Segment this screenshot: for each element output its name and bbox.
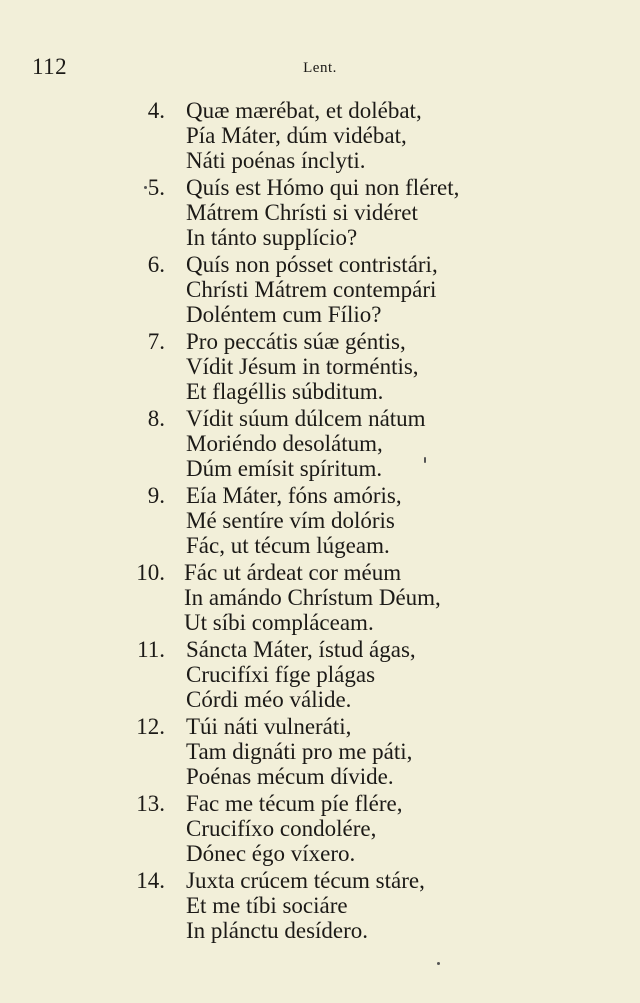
stanza-13	[0, 791, 640, 868]
verse-line: In amándo Chrístum Déum,	[184, 585, 441, 610]
stanza-10	[0, 560, 640, 637]
verse-line: Sáncta Máter, ístud ágas,	[186, 637, 416, 662]
stanza-lines	[186, 791, 402, 866]
verse-line: In plánctu desídero.	[186, 918, 369, 943]
verse-line: Et me tíbi sociáre	[186, 893, 348, 918]
stanza-number: 7.	[147, 329, 165, 354]
stanza-lines	[186, 329, 419, 404]
verse-line: Quís est Hómo qui non fléret,	[186, 175, 460, 200]
verse-line: Vídit súum dúlcem nátum	[186, 406, 426, 431]
verse-line: Pro peccátis súæ géntis,	[186, 329, 406, 354]
verse-line: Dúm emísit spíritum.	[186, 456, 383, 481]
stanza-5	[0, 175, 640, 252]
stanza-lines	[186, 175, 459, 250]
running-head: Lent.	[303, 60, 337, 76]
verse-line: Vídit Jésum in torméntis,	[186, 354, 419, 379]
verse-line: Crucifíxi fíge plágas	[186, 662, 376, 687]
verse-line: Juxta crúcem técum stáre,	[186, 868, 425, 893]
stanza-8	[0, 406, 640, 483]
stanza-number: 8.	[147, 406, 165, 431]
stanza-number: 11.	[137, 637, 165, 662]
verse-line: Pía Máter, dúm vidébat,	[186, 123, 407, 148]
stanza-number: 9.	[147, 483, 165, 508]
stanza-12	[0, 714, 640, 791]
stanza-number: 5.	[147, 175, 165, 200]
stanza-lines	[184, 560, 441, 635]
verse-line: Ut síbi compláceam.	[184, 610, 374, 635]
verse-line: Quæ mærébat, et dolébat,	[186, 98, 422, 123]
stanza-number: 13.	[136, 791, 165, 816]
verse-line: Tam dignáti pro me páti,	[186, 739, 413, 764]
verse-line: Mátrem Chrísti si vidéret	[186, 200, 418, 225]
verse-line: Et flagéllis súbditum.	[186, 379, 384, 404]
stanza-lines	[186, 637, 416, 712]
verse-line: Eía Máter, fóns amóris,	[186, 483, 402, 508]
stanza-6	[0, 252, 640, 329]
stanza-4	[0, 98, 640, 175]
stanza-number: 10.	[136, 560, 165, 585]
verse-line: Dónec égo víxero.	[186, 841, 356, 866]
verse-line: In tánto supplício?	[186, 225, 358, 250]
stanza-number: 6.	[147, 252, 165, 277]
verse-line: Chrísti Mátrem contempári	[186, 277, 437, 302]
verse-line: Fac me técum píe flére,	[186, 791, 403, 816]
stanza-number: 12.	[136, 714, 165, 739]
stanza-lines	[186, 714, 412, 789]
stanza-lines	[186, 406, 426, 481]
verse-line: Fác ut árdeat cor méum	[184, 560, 402, 585]
verse-line: Fác, ut técum lúgeam.	[186, 533, 390, 558]
stanza-lines	[186, 98, 422, 173]
verse-line: Quís non pósset contristári,	[186, 252, 438, 277]
print-speck	[424, 457, 426, 463]
stanza-lines	[186, 252, 438, 327]
verse-line: Mé sentíre vím dolóris	[186, 508, 395, 533]
stanza-number: 14.	[136, 868, 165, 893]
verse-line: Túi náti vulneráti,	[186, 714, 352, 739]
page-number: 112	[32, 54, 68, 79]
stanza-number: 4.	[147, 98, 165, 123]
verse-line: Crucifíxo condolére,	[186, 816, 377, 841]
verse-line: Doléntem cum Fílio?	[186, 302, 382, 327]
hymn-stanzas	[0, 98, 640, 945]
print-speck	[437, 962, 440, 965]
verse-line: Poénas mécum dívide.	[186, 764, 394, 789]
stanza-11	[0, 637, 640, 714]
stanza-7	[0, 329, 640, 406]
stanza-9	[0, 483, 640, 560]
print-speck	[144, 186, 147, 189]
stanza-lines	[186, 868, 425, 943]
stanza-14	[0, 868, 640, 945]
verse-line: Moriéndo desolátum,	[186, 431, 383, 456]
verse-line: Córdi méo válide.	[186, 687, 352, 712]
stanza-lines	[186, 483, 402, 558]
verse-line: Náti poénas ínclyti.	[186, 148, 366, 173]
